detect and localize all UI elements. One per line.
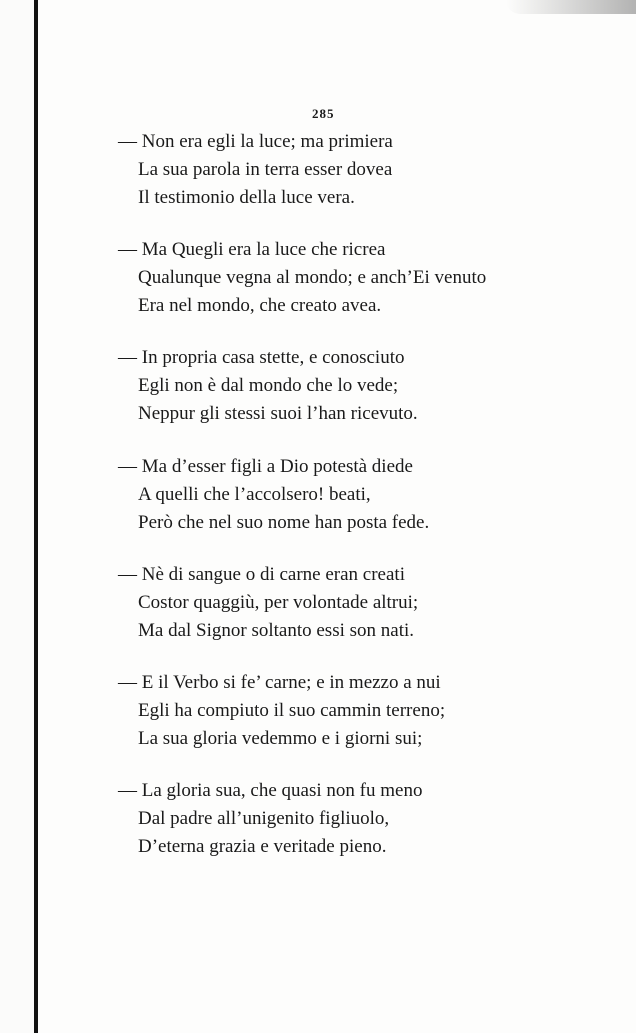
verse-line: La sua parola in terra esser dovea bbox=[138, 159, 393, 180]
verse-line: — Non era egli la luce; ma primiera bbox=[118, 131, 393, 152]
verse-line: Il testimonio della luce vera. bbox=[138, 187, 355, 208]
verse-line: Costor quaggiù, per volontade altrui; bbox=[138, 592, 419, 613]
verse-line: — E il Verbo si fe’ carne; e in mezzo a nui bbox=[118, 672, 441, 693]
verse-line: — In propria casa stette, e conosciuto bbox=[118, 347, 405, 368]
verse-line: Egli non è dal mondo che lo vede; bbox=[138, 375, 399, 396]
verse-line: D’eterna grazia e veritade pieno. bbox=[138, 836, 387, 857]
page-number: 285 bbox=[312, 106, 335, 121]
verse-line: A quelli che l’accolsero! beati, bbox=[138, 484, 371, 505]
ink-smudge bbox=[506, 0, 636, 14]
verse-line: Era nel mondo, che creato avea. bbox=[138, 295, 382, 316]
binding-gutter bbox=[34, 0, 38, 1033]
verse-line: — Nè di sangue o di carne eran creati bbox=[118, 564, 405, 585]
verse-line: — Ma Quegli era la luce che ricrea bbox=[118, 239, 386, 260]
verse-line: Però che nel suo nome han posta fede. bbox=[138, 512, 430, 533]
verse-line: Neppur gli stessi suoi l’han ricevuto. bbox=[138, 403, 418, 424]
verse-line: — La gloria sua, che quasi non fu meno bbox=[118, 780, 423, 801]
verse-line: La sua gloria vedemmo e i giorni sui; bbox=[138, 728, 423, 749]
verse-line: Egli ha compiuto il suo cammin terreno; bbox=[138, 700, 446, 721]
verse-line: — Ma d’esser figli a Dio potestà diede bbox=[118, 456, 413, 477]
verse-line: Dal padre all’unigenito figliuolo, bbox=[138, 808, 390, 829]
verse-line: Ma dal Signor soltanto essi son nati. bbox=[138, 620, 415, 641]
verse-line: Qualunque vegna al mondo; e anch’Ei venuto bbox=[138, 267, 487, 288]
page-margin bbox=[0, 0, 34, 1033]
